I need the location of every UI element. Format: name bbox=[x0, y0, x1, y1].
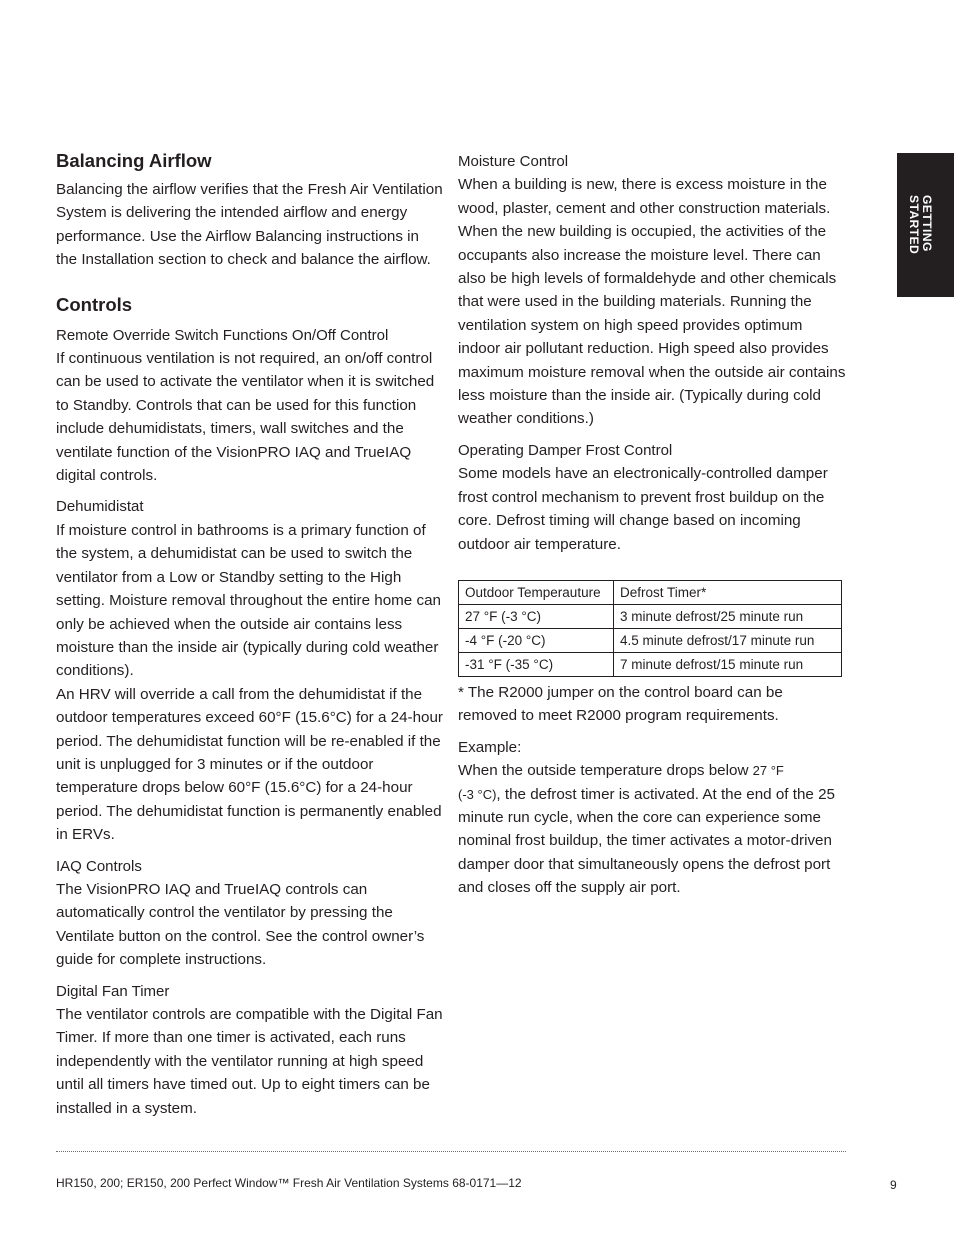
table-header-row bbox=[459, 580, 842, 604]
moisture-control-body: When a building is new, there is excess moisture in the wood, plaster, cement and other construction materials. When the new building is occupied, the activities of the occupants also increase the moisture level. There can also be high levels of formaldehyde and other chemicals that were used in the building materials. Running the ventilation system on high speed provides optimum indoor air pollutant reduction. High speed also provides maximum moisture removal when the outside air contains less moisture than the inside air. (Typically during cold weather conditions.) bbox=[458, 176, 846, 428]
table-cell: 4.5 minute defrost/17 minute run bbox=[614, 628, 842, 652]
table-cell: 7 minute defrost/15 minute run bbox=[614, 652, 842, 676]
table-row bbox=[459, 652, 842, 676]
example-temp-f: 27 °F bbox=[752, 763, 784, 779]
page-number: 9 bbox=[890, 1178, 897, 1192]
damper-frost-body: Some models have an electronically-controlled damper frost control mechanism to prevent frost buildup on the core. Defrost timing will change based on incoming outdoor air temperature. bbox=[458, 465, 828, 553]
table-header-cell: Outdoor Temperauture bbox=[459, 580, 614, 604]
table-header-cell: Defrost Timer* bbox=[614, 580, 842, 604]
footer-divider bbox=[56, 1151, 846, 1152]
iaq-controls-body: The VisionPRO IAQ and TrueIAQ controls can automatically control the ventilator by pressing the Ventilate button on the control. See the control owner’s guide for complete instructions. bbox=[56, 880, 425, 969]
example-label: Example: bbox=[458, 738, 522, 756]
example-text-pre: When the outside temperature drops below bbox=[458, 762, 753, 780]
table-cell: 3 minute defrost/25 minute run bbox=[614, 604, 842, 628]
table-row bbox=[459, 604, 842, 628]
table-cell: 27 °F (-3 °C) bbox=[459, 604, 614, 628]
controls-heading: Controls bbox=[56, 293, 133, 315]
table-cell: -4 °F (-20 °C) bbox=[459, 628, 614, 652]
digital-fan-timer-body: The ventilator controls are compatible with the Digital Fan Timer. If more than one timer is activated, each runs independently with the ventilator running at high speed until all timers have timed out. Up to eight timers can be installed in a system. bbox=[56, 1006, 443, 1117]
digital-fan-timer-title: Digital Fan Timer bbox=[56, 982, 170, 1000]
left-column bbox=[56, 148, 444, 1120]
dehumidistat-title: Dehumidistat bbox=[56, 498, 144, 516]
table-cell: -31 °F (-35 °C) bbox=[459, 652, 614, 676]
example-body bbox=[458, 759, 846, 899]
remote-override-title: Remote Override Switch Functions On/Off Control bbox=[56, 326, 389, 344]
example-text-post: , the defrost timer is activated. At the end of the 25 minute run cycle, when the core can experience some nominal frost buildup, the timer activates a motor-driven damper door that simultaneously opens the defrost port and closes off the supply air port. bbox=[458, 785, 835, 897]
table-footnote: * The R2000 jumper on the control board can be removed to meet R2000 program requirements. bbox=[458, 683, 783, 725]
right-column bbox=[458, 150, 846, 900]
iaq-controls-title: IAQ Controls bbox=[56, 857, 142, 875]
defrost-table bbox=[458, 580, 842, 677]
example-temp-c: (-3 °C) bbox=[458, 786, 497, 802]
section-side-tab-label: GETTING STARTED bbox=[907, 195, 934, 255]
table-row bbox=[459, 628, 842, 652]
damper-frost-title: Operating Damper Frost Control bbox=[458, 441, 673, 459]
remote-override-body: If continuous ventilation is not required, an on/off control can be used to activate the ventilator when it is switched to Standby. Controls that can be used for this function include dehumidistats, timers, wall switches and the ventilate function of the VisionPRO IAQ and TrueIAQ digital controls. bbox=[56, 350, 435, 485]
balancing-airflow-heading: Balancing Airflow bbox=[56, 150, 212, 171]
balancing-airflow-body: Balancing the airflow verifies that the Fresh Air Ventilation System is delivering the intended airflow and energy performance. Use the Airflow Balancing instructions in the Installation section to check and balance the airflow. bbox=[56, 181, 443, 269]
moisture-control-title: Moisture Control bbox=[458, 153, 569, 170]
dehumidistat-body-1: If moisture control in bathrooms is a primary function of the system, a dehumidistat can be used to switch the ventilator from a Low or Standby setting to the High setting. Moisture removal throughout the entire home can only be achieved when the outside air contains less moisture than the inside air (typically during cold weather conditions). bbox=[56, 521, 441, 680]
section-side-tab bbox=[897, 153, 954, 297]
footer-doc-title: HR150, 200; ER150, 200 Perfect Window™ Fresh Air Ventilation Systems 68-0171—12 bbox=[56, 1176, 522, 1190]
dehumidistat-body-2: An HRV will override a call from the dehumidistat if the outdoor temperatures exceed 60°F (15.6°C) for a 24-hour period. The dehumidistat function will be re-enabled if the unit is unplugged for 3 minutes or if the outdoor temperature drops below 60°F (15.6°C) for a 24-hour period. The dehumidistat function is permanently enabled in ERVs. bbox=[56, 685, 443, 844]
